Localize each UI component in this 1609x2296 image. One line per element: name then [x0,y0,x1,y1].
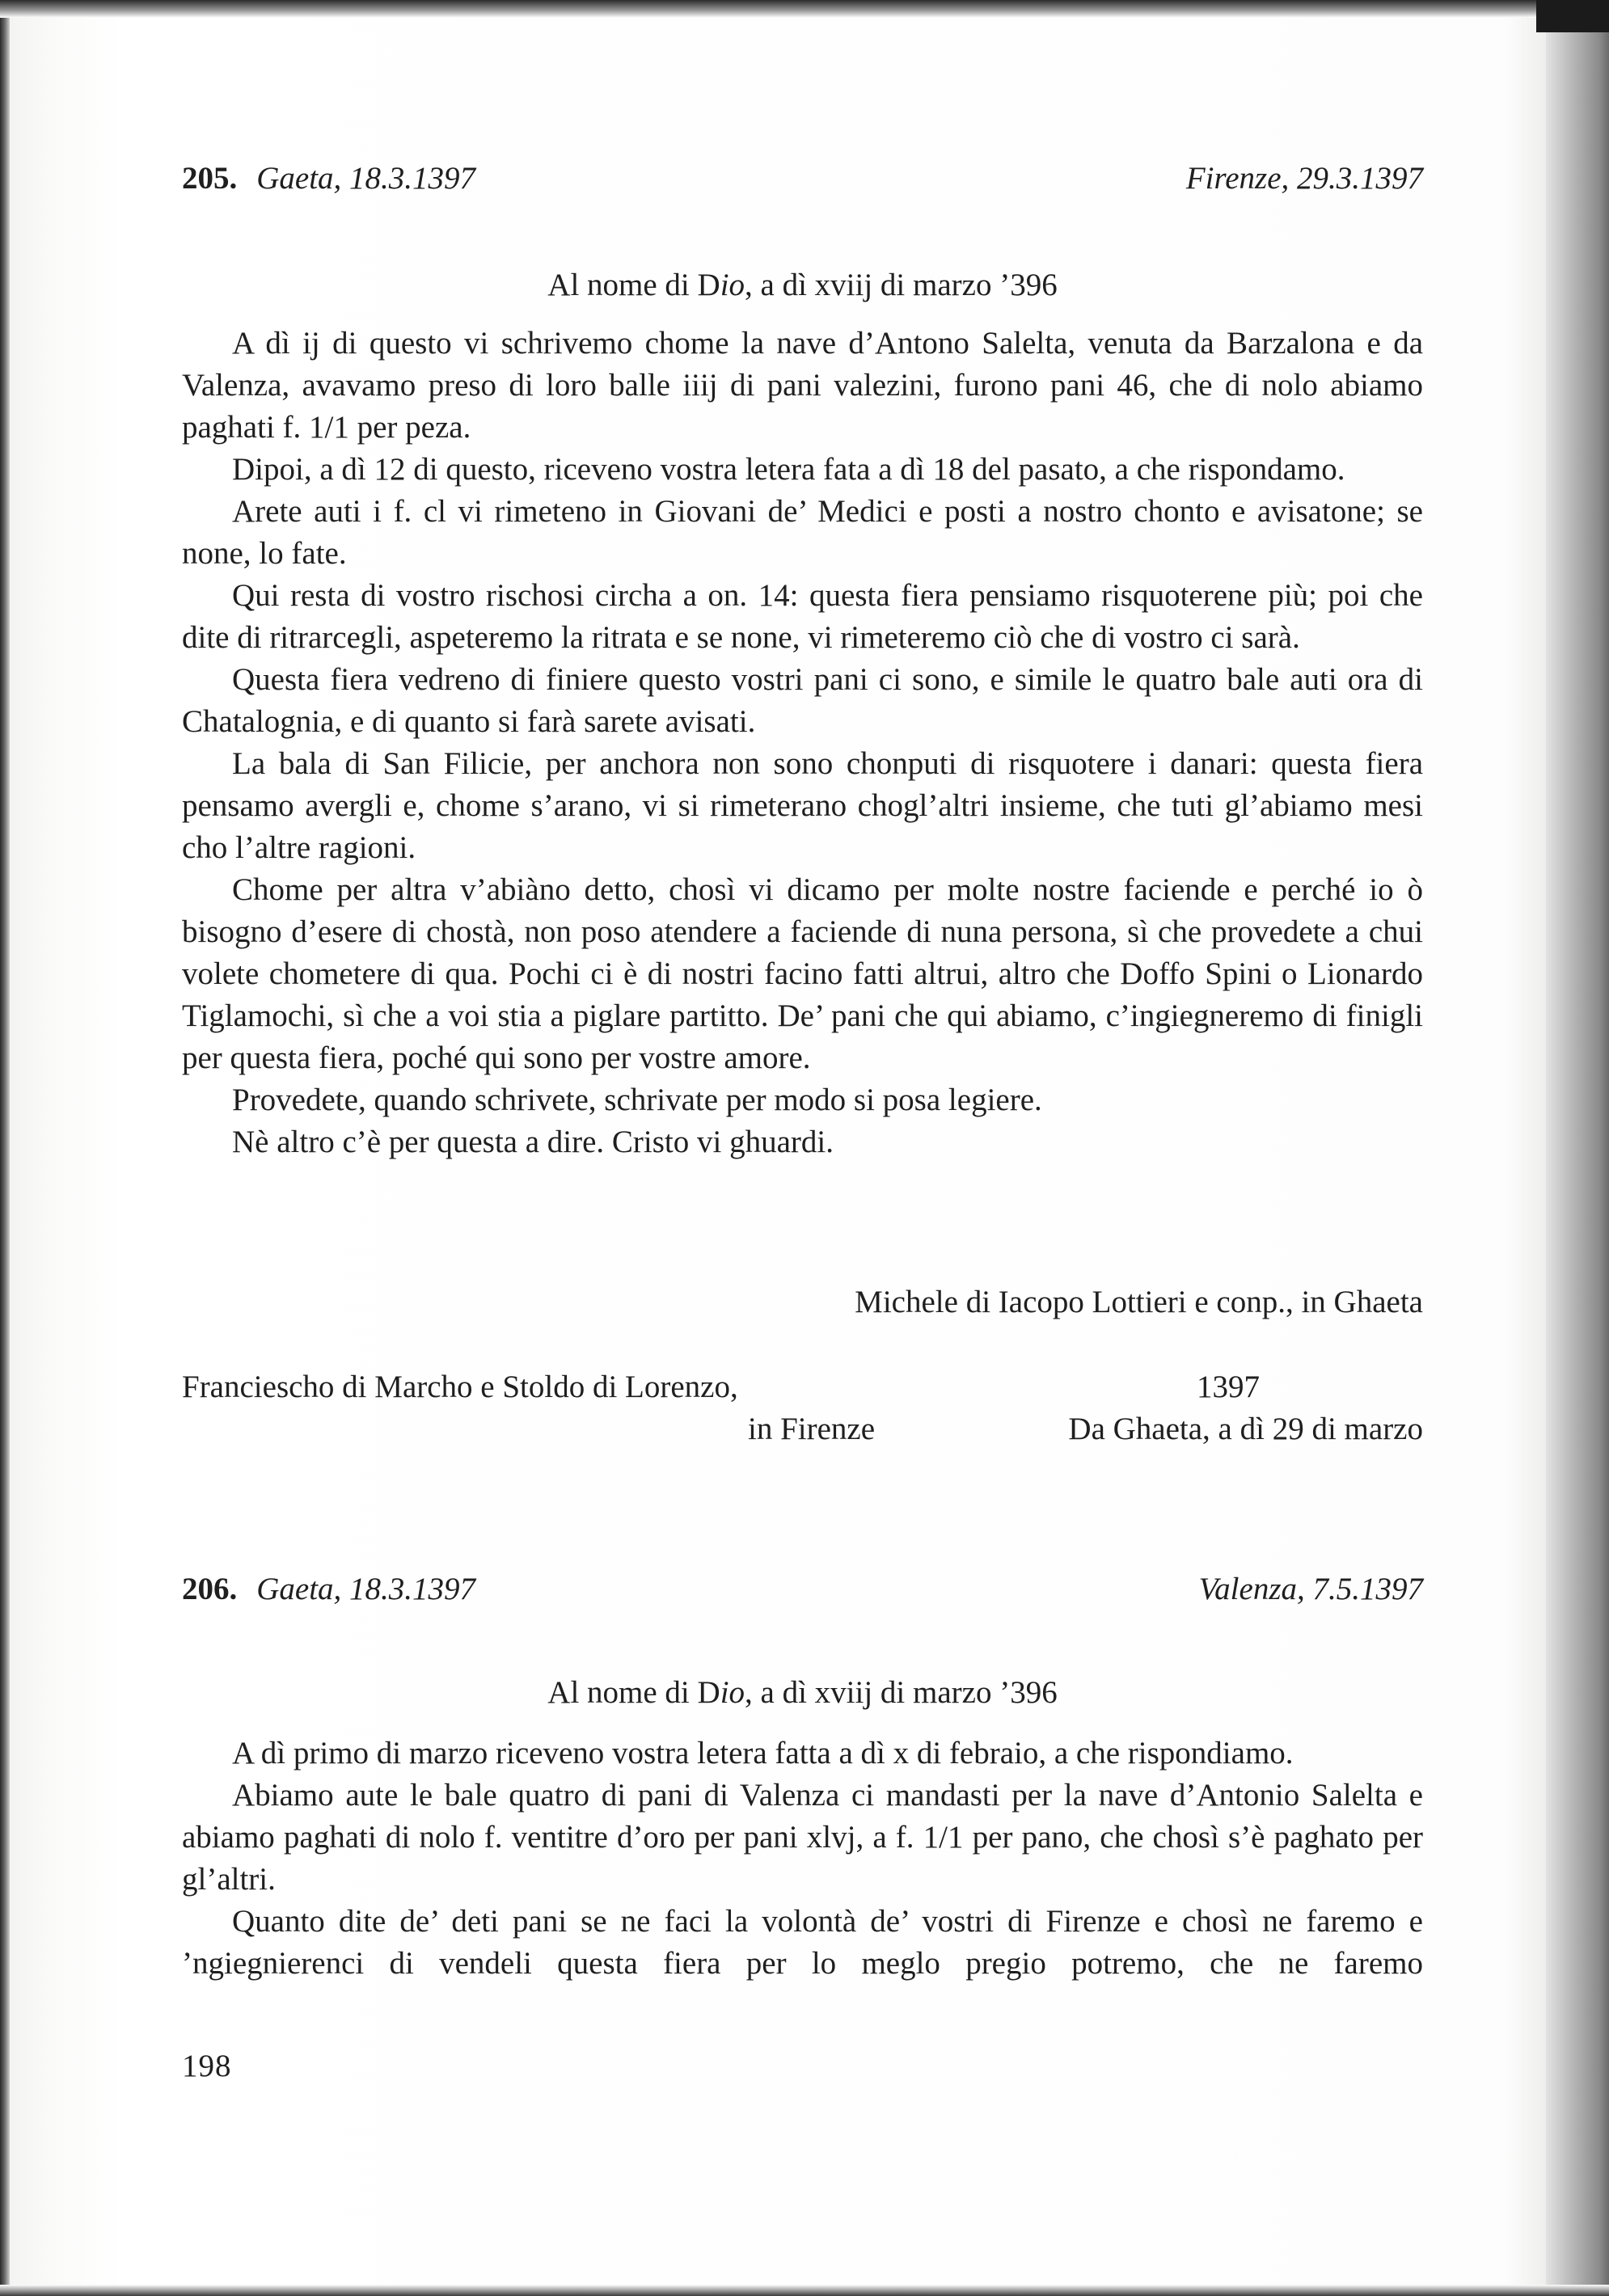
letter-206-body [182,1733,1423,1985]
letter-206-origin: Gaeta, 18.3.1397 [256,1572,476,1606]
heading-date-text: , a dì xviij di marzo ’396 [745,268,1058,302]
letter-206-paragraph-1: A dì primo di marzo riceveno vostra letera fatta a dì x di febraio, a che rispondiamo. [232,1736,1294,1771]
letter-205-paragraph-3: Arete auti i f. cl vi rimeteno in Giovani de’ Medici e posti a nostro chonto e avisatone; se none, lo fate. [182,494,1423,571]
letter-205-destination: Firenze, 29.3.1397 [1185,161,1423,196]
letter-205-heading [182,264,1423,306]
letter-206-origin-block [182,1568,475,1610]
letter-205-received-year: 1397 [1197,1370,1260,1404]
letter-205-paragraph-4: Qui resta di vostro rischosi circha a on. 14: questa fiera pensiamo risquoterene più; poi che dite di ritrarcegli, aspeteremo la ritrata e se none, vi rimeteremo ciò che di vostro ci sarà. [182,578,1423,655]
heading-text: Al nome di D [547,268,720,302]
letter-206-paragraph-3: Quanto dite de’ deti pani se ne faci la volontà de’ vostri di Firenze e chosì ne faremo e ’ngiegnierenci di vendeli questa fiera per lo meglo pregio potremo, che ne faremo [182,1904,1423,1981]
letter-205-paragraph-2: Dipoi, a dì 12 di questo, riceveno vostra letera fata a dì 18 del pasato, a che rispondamo. [232,452,1345,487]
letter-206-number: 206. [182,1572,238,1606]
heading-text: Al nome di D [547,1675,720,1710]
letter-205-origin: Gaeta, 18.3.1397 [256,161,476,196]
page-left-edge [0,0,10,2296]
page-right-shadow [1546,0,1609,2296]
letter-205-paragraph-6: La bala di San Filicie, per anchora non sono chonputi di risquotere i danari: questa fiera pensamo avergli e, chome s’arano, vi si rimeterano chogl’altri insieme, che tuti gl’abiamo mesi cho l’altre ragioni. [182,746,1423,865]
letter-205-paragraph-1: A dì ij di questo vi schrivemo chome la nave d’Antono Salelta, venuta da Barzalona e da Valenza, avavamo preso di loro balle iiij di pani valezini, furono pani 46, che di nolo abiamo paghati f. 1/1 per peza. [182,326,1423,445]
heading-date-text: , a dì xviij di marzo ’396 [745,1675,1058,1710]
letter-205-header [182,158,1423,200]
heading-italic-text: io [720,268,745,302]
letter-205-number: 205. [182,161,238,196]
letter-205-paragraph-7: Chome per altra v’abiàno detto, chosì vi dicamo per molte nostre faciende e perché io ò bisogno d’esere di chostà, non poso atendere a faciende di nuna persona, sì che provedete a chui volete chometere di qua. Pochi ci è di nostri facino fatti altrui, altro che Doffo Spini o Lionardo Tiglamochi, sì che a voi stia a piglare partitto. De’ pani che qui abiamo, c’ingiegneremo di finigli per questa fiera, poché qui sono per vostre amore. [182,872,1423,1075]
heading-italic-text: io [720,1675,745,1710]
page-bottom-edge [0,2285,1609,2296]
page-number: 198 [182,2049,232,2083]
scan-corner [1536,0,1609,32]
letter-205-address-line-2: in Firenze [748,1412,876,1446]
letter-205-signature: Michele di Iacopo Lottieri e conp., in Ghaeta [855,1285,1423,1319]
letter-205-paragraph-5: Questa fiera vedreno di finiere questo vostri pani ci sono, e simile le quatro bale auti ora di Chatalognia, e di quanto si farà sarete avisati. [182,662,1423,739]
letter-205-address-line-1: Franciescho di Marcho e Stoldo di Lorenzo, [182,1370,738,1404]
letter-206-destination: Valenza, 7.5.1397 [1198,1572,1423,1606]
letter-205-received-note: Da Ghaeta, a dì 29 di marzo [1068,1412,1423,1446]
letter-205-origin-block [182,158,475,200]
letter-205-body [182,323,1423,1163]
letter-206-header [182,1568,1423,1610]
letter-205-paragraph-9: Nè altro c’è per questa a dire. Cristo vi ghuardi. [232,1125,834,1159]
letter-205-address-row-1 [182,1366,1423,1408]
letter-205-paragraph-8: Provedete, quando schrivete, schrivate per modo si posa legiere. [232,1083,1042,1117]
page-top-edge [0,0,1609,18]
letter-206-heading [182,1672,1423,1714]
letter-206-paragraph-2: Abiamo aute le bale quatro di pani di Valenza ci mandasti per la nave d’Antonio Salelta e abiamo paghati di nolo f. ventitre d’oro per pani xlvj, a f. 1/1 per pano, che chosì s’è paghato per gl’altri. [182,1778,1423,1897]
